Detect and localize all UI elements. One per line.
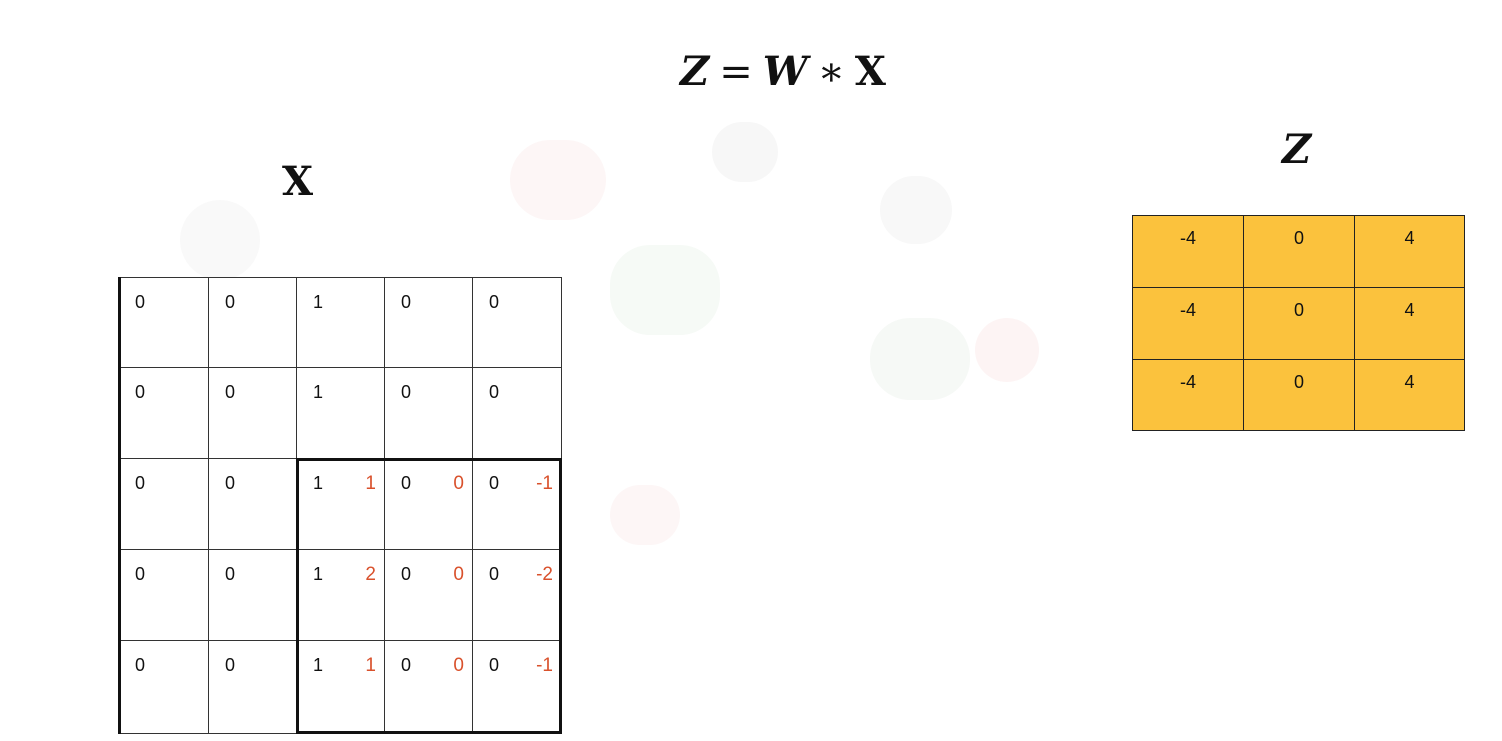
kernel-weight: 0 — [453, 473, 464, 494]
x-cell — [472, 640, 562, 734]
equation-equals: = — [719, 49, 753, 95]
x-cell — [296, 458, 385, 550]
background-shape — [610, 245, 720, 335]
z-cell-value: -4 — [1179, 300, 1196, 320]
x-cell — [118, 277, 209, 368]
x-cell-value: 1 — [313, 292, 324, 312]
z-cell — [1354, 359, 1465, 431]
x-cell-value: 0 — [401, 473, 412, 493]
z-cell — [1354, 287, 1465, 360]
x-cell-value: 0 — [225, 564, 236, 584]
equation-w: W — [762, 48, 808, 95]
z-cell — [1132, 215, 1244, 288]
z-cell — [1243, 359, 1355, 431]
x-cell-value: 0 — [401, 382, 412, 402]
x-cell-value: 0 — [489, 292, 500, 312]
equation-x: X — [854, 48, 886, 95]
z-cell-value: 4 — [1404, 300, 1415, 320]
x-cell — [208, 367, 297, 459]
x-cell-value: 1 — [313, 382, 324, 402]
x-cell — [118, 640, 209, 734]
z-cell — [1243, 287, 1355, 360]
x-cell — [296, 277, 385, 368]
x-cell — [384, 640, 473, 734]
x-cell-value: 0 — [401, 292, 412, 312]
kernel-weight: 0 — [453, 655, 464, 676]
z-cell-value: 0 — [1293, 300, 1304, 320]
x-cell-value: 0 — [135, 564, 146, 584]
kernel-weight: -2 — [536, 564, 553, 585]
x-cell-value: 0 — [489, 473, 500, 493]
equation-lhs: Z — [680, 48, 710, 95]
kernel-weight: 2 — [365, 564, 376, 585]
x-cell — [208, 549, 297, 641]
x-cell-value: 0 — [225, 382, 236, 402]
x-cell — [384, 549, 473, 641]
x-cell — [208, 640, 297, 734]
kernel-weight: -1 — [536, 655, 553, 676]
z-cell — [1132, 287, 1244, 360]
z-matrix-title: Z — [1282, 126, 1312, 173]
z-matrix — [1132, 215, 1465, 431]
z-cell-value: 4 — [1404, 228, 1415, 248]
background-shape — [510, 140, 606, 220]
x-cell-value: 0 — [489, 382, 500, 402]
kernel-weight: 0 — [453, 564, 464, 585]
x-cell-value: 0 — [489, 564, 500, 584]
x-matrix-left-border — [118, 277, 121, 734]
equation-convolution: ∗ — [817, 49, 845, 95]
x-cell — [472, 458, 562, 550]
x-cell — [384, 367, 473, 459]
x-cell-value: 0 — [135, 473, 146, 493]
x-cell — [472, 549, 562, 641]
z-cell — [1132, 359, 1244, 431]
x-cell-value: 1 — [313, 564, 324, 584]
z-cell-value: 0 — [1293, 228, 1304, 248]
equation — [680, 48, 900, 98]
x-cell-value: 0 — [225, 473, 236, 493]
x-cell-value: 0 — [135, 655, 146, 675]
x-cell — [384, 458, 473, 550]
x-cell-value: 0 — [489, 655, 500, 675]
z-cell — [1243, 215, 1355, 288]
x-cell — [208, 277, 297, 368]
background-shape — [975, 318, 1039, 382]
x-cell — [118, 458, 209, 550]
kernel-weight: -1 — [536, 473, 553, 494]
kernel-weight: 1 — [365, 655, 376, 676]
x-matrix-title: X — [282, 158, 314, 205]
kernel-weight: 1 — [365, 473, 376, 494]
background-shape — [610, 485, 680, 545]
x-cell-value: 0 — [135, 382, 146, 402]
background-shape — [712, 122, 778, 182]
z-cell-value: -4 — [1179, 228, 1196, 248]
background-shape — [870, 318, 970, 400]
background-shape — [880, 176, 952, 244]
background-shape — [180, 200, 260, 280]
x-cell-value: 0 — [225, 655, 236, 675]
x-cell-value: 1 — [313, 473, 324, 493]
x-cell — [296, 367, 385, 459]
x-cell — [296, 640, 385, 734]
x-cell — [118, 549, 209, 641]
x-cell — [472, 277, 562, 368]
z-cell-value: 0 — [1293, 372, 1304, 392]
x-cell-value: 0 — [401, 564, 412, 584]
x-cell — [472, 367, 562, 459]
x-cell — [208, 458, 297, 550]
x-matrix — [118, 277, 562, 734]
x-cell-value: 1 — [313, 655, 324, 675]
z-cell-value: -4 — [1179, 372, 1196, 392]
z-cell-value: 4 — [1404, 372, 1415, 392]
x-cell-value: 0 — [225, 292, 236, 312]
x-cell-value: 0 — [135, 292, 146, 312]
x-cell — [118, 367, 209, 459]
x-cell — [384, 277, 473, 368]
x-cell — [296, 549, 385, 641]
x-cell-value: 0 — [401, 655, 412, 675]
z-cell — [1354, 215, 1465, 288]
